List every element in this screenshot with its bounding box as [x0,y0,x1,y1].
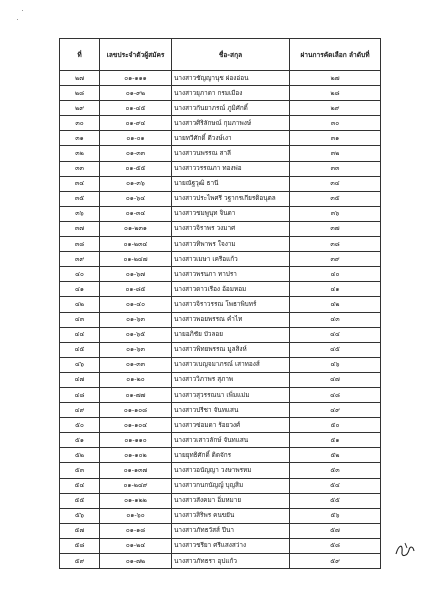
applicant-name: นางสาวสังคมา อิ่มหมาย [172,493,290,508]
applicant-id: ๐๑-๑๒๒ [100,493,172,508]
applicant-name: นางสาวชรียา ศรีแสงสว่าง [172,538,290,553]
table-header-row [60,39,381,71]
row-number: ๔๖ [60,357,100,372]
results-table [59,38,381,569]
table-row [60,101,381,116]
table-row [60,131,381,146]
table-row [60,342,381,357]
row-number: ๓๐ [60,116,100,131]
applicant-name: นางสาวพิทยพรรณ มูลสิงห์ [172,342,290,357]
table-row [60,357,381,372]
applicant-id: ๐๑-๙๒ [100,86,172,101]
table-row [60,493,381,508]
pass-order: ๓๔ [290,176,381,191]
row-number: ๕๒ [60,448,100,463]
pass-order: ๓๑ [290,131,381,146]
table-row [60,387,381,402]
pass-order: ๕๘ [290,538,381,553]
applicant-name: นางสาวสุวรรณนา เพิ่มแม่ม [172,387,290,402]
applicant-id: ๐๑-๔๐ [100,297,172,312]
pass-order: ๕๒ [290,448,381,463]
pass-order: ๒๗ [290,71,381,86]
applicant-name: นางสาวพอยพรรณ คำไท [172,312,290,327]
applicant-name: นางสาวเมษา เครือแก้ว [172,252,290,267]
applicant-name: นายณัฐวุฒิ ธานี [172,176,290,191]
applicant-name: นายยุทธิศักดิ์ ติดจักร [172,448,290,463]
table-row [60,237,381,252]
row-number: ๓๑ [60,131,100,146]
pass-order: ๓๘ [290,237,381,252]
row-number: ๔๗ [60,372,100,387]
header-no: ที่ [60,39,100,71]
applicant-name: นางสาวสิริพร คนขยัน [172,508,290,523]
pass-order: ๔๗ [290,372,381,387]
applicant-name: นางสาวภัทธรา อุปแก้ว [172,554,290,569]
applicant-id: ๐๑-๑๐๘ [100,403,172,418]
pass-order: ๕๖ [290,508,381,523]
row-number: ๒๘ [60,86,100,101]
applicant-id: ๐๑-๗๗ [100,387,172,402]
applicant-id: ๐๑-๒๐ [100,372,172,387]
applicant-name: นางสาวกันยาภรณ์ ภูมิศักดิ์ [172,101,290,116]
pass-order: ๔๔ [290,327,381,342]
applicant-id: ๐๑-๖๐ [100,508,172,523]
applicant-id: ๐๑-๒๓๑ [100,221,172,236]
applicant-name: นางสาวยุภาดา กรมเมือง [172,86,290,101]
row-number: ๒๙ [60,101,100,116]
applicant-id: ๐๑-๓๖ [100,176,172,191]
row-number: ๓๙ [60,252,100,267]
applicant-id: ๐๑-๔๕ [100,101,172,116]
table-row [60,221,381,236]
table-row [60,176,381,191]
row-number: ๓๓ [60,161,100,176]
pass-order: ๔๕ [290,342,381,357]
applicant-name: นางสาวกนกนัญญ์ บุญสิม [172,478,290,493]
applicant-name: นางสาวชมพูนุท จินดา [172,206,290,221]
table-row [60,161,381,176]
applicant-id: ๐๑-๒๓๔ [100,237,172,252]
applicant-name: นายอภิชัย บัวลอย [172,327,290,342]
applicant-id: ๐๑-๑๓๗ [100,463,172,478]
table-row [60,86,381,101]
table-row [60,523,381,538]
row-number: ๔๕ [60,342,100,357]
row-number: ๔๔ [60,327,100,342]
applicant-name: นายทวีศักดิ์ ดีวงษ์เงา [172,131,290,146]
pass-order: ๒๙ [290,101,381,116]
row-number: ๔๑ [60,282,100,297]
table-row [60,538,381,553]
applicant-id: ๐๑-๖๕ [100,327,172,342]
table-row [60,297,381,312]
applicant-id: ๐๑-๑๘ [100,523,172,538]
row-number: ๔๓ [60,312,100,327]
row-number: ๔๘ [60,387,100,402]
applicant-id: ๐๑-๑๑๐ [100,433,172,448]
table-row [60,554,381,569]
pass-order: ๔๑ [290,282,381,297]
applicant-name: นางสาววรรณภา ทองพ่อ [172,161,290,176]
pass-order: ๕๐ [290,418,381,433]
applicant-id: ๐๑-๗๒ [100,554,172,569]
pass-order: ๕๓ [290,463,381,478]
pass-order: ๔๘ [290,387,381,402]
applicant-name: นางสาวเบญจมาภรณ์ เสาทองส์ [172,357,290,372]
applicant-name: นางสาวซ่อมดา ร้อยวงศ์ [172,418,290,433]
header-name: ชื่อ-สกุล [172,39,290,71]
pass-order: ๓๙ [290,252,381,267]
pass-order: ๔๐ [290,267,381,282]
table-row [60,508,381,523]
applicant-name: นางสาวทิพาพร ใจงาม [172,237,290,252]
table-row [60,327,381,342]
applicant-id: ๐๑-๖๓ [100,342,172,357]
row-number: ๕๕ [60,493,100,508]
table-row [60,403,381,418]
applicant-id: ๐๑-๐๑ [100,131,172,146]
pass-order: ๓๒ [290,146,381,161]
applicant-id: ๐๑-๓๔ [100,206,172,221]
header-applicant-id: เลขประจำตัวผู้สมัคร [100,39,172,71]
table-row [60,463,381,478]
scan-speck [17,19,18,20]
table-row [60,418,381,433]
table-row [60,433,381,448]
pass-order: ๕๗ [290,523,381,538]
applicant-id: ๐๑-๒๔๙ [100,478,172,493]
applicant-id: ๐๑-๖๓ [100,312,172,327]
table-row [60,372,381,387]
pass-order: ๕๔ [290,478,381,493]
applicant-name: นางสาวประไพศรี วฐากรเกียรติอนุตล [172,191,290,206]
pass-order: ๒๘ [290,86,381,101]
applicant-id: ๐๑-๓๓ [100,357,172,372]
applicant-id: ๐๑-๙๔ [100,116,172,131]
applicant-name: นางสาววิภาพร สุภาพ [172,372,290,387]
applicant-id: ๐๑-๒๔๗ [100,252,172,267]
row-number: ๒๗ [60,71,100,86]
row-number: ๕๗ [60,523,100,538]
table-body [60,71,381,569]
applicant-id: ๐๑-๒๔ [100,538,172,553]
row-number: ๓๒ [60,146,100,161]
pass-order: ๕๕ [290,493,381,508]
pass-order: ๓๕ [290,191,381,206]
applicant-name: นางสาวภัทธวัสส์ ปีนา [172,523,290,538]
applicant-id: ๐๑-๕๕ [100,161,172,176]
applicant-name: นางสาวนพรรณ สาลี [172,146,290,161]
applicant-name: นางสาวชัญญานุช ผ่องอ่อน [172,71,290,86]
pass-order: ๔๖ [290,357,381,372]
applicant-name: นางสาวพรนภา ทาปรา [172,267,290,282]
row-number: ๓๕ [60,191,100,206]
applicant-name: นางสาวเสาวลักษ์ จันทแสน [172,433,290,448]
pass-order: ๓๐ [290,116,381,131]
table-row [60,267,381,282]
row-number: ๕๐ [60,418,100,433]
pass-order: ๔๒ [290,297,381,312]
pass-order: ๔๓ [290,312,381,327]
table-row [60,252,381,267]
applicant-id: ๐๑-๑๐๒ [100,448,172,463]
table-row [60,191,381,206]
scan-speck [22,10,23,11]
pass-order: ๓๓ [290,161,381,176]
table-row [60,282,381,297]
applicant-id: ๐๑-๖๔ [100,191,172,206]
row-number: ๕๙ [60,554,100,569]
row-number: ๓๖ [60,206,100,221]
table-row [60,312,381,327]
handwritten-initial-mark [393,540,417,560]
applicant-id: ๐๑-๓๓ [100,146,172,161]
row-number: ๓๗ [60,221,100,236]
header-order: ผ่านการคัดเลือก ลำดับที่ [290,39,381,71]
applicant-name: นางสาวอนัญญา วงษาพรหม [172,463,290,478]
table-row [60,146,381,161]
row-number: ๕๔ [60,478,100,493]
pass-order: ๕๑ [290,433,381,448]
table-row [60,478,381,493]
row-number: ๕๓ [60,463,100,478]
applicant-name: นางสาวปรีชา จันทแสน [172,403,290,418]
row-number: ๕๘ [60,538,100,553]
applicant-id: ๐๑-๑๐๔ [100,418,172,433]
row-number: ๓๔ [60,176,100,191]
pass-order: ๔๙ [290,403,381,418]
applicant-name: นางสาวดาวเรือง อ้อมหอม [172,282,290,297]
pass-order: ๕๙ [290,554,381,569]
row-number: ๔๐ [60,267,100,282]
applicant-name: นางสาวศิริลักษณ์ กุมภาพงษ์ [172,116,290,131]
pass-order: ๓๖ [290,206,381,221]
row-number: ๕๑ [60,433,100,448]
applicant-id: ๐๑-๑๑๑ [100,71,172,86]
row-number: ๓๘ [60,237,100,252]
applicant-name: นางสาวจิราวรรณ โพธาพิบทร์ [172,297,290,312]
row-number: ๔๙ [60,403,100,418]
row-number: ๔๒ [60,297,100,312]
table-row [60,116,381,131]
applicant-id: ๐๑-๖๗ [100,267,172,282]
table-row [60,206,381,221]
table-row [60,448,381,463]
pass-order: ๓๗ [290,221,381,236]
applicant-name: นางสาวจิราพร วงมาศ [172,221,290,236]
row-number: ๕๖ [60,508,100,523]
applicant-id: ๐๑-๘๕ [100,282,172,297]
table-row [60,71,381,86]
